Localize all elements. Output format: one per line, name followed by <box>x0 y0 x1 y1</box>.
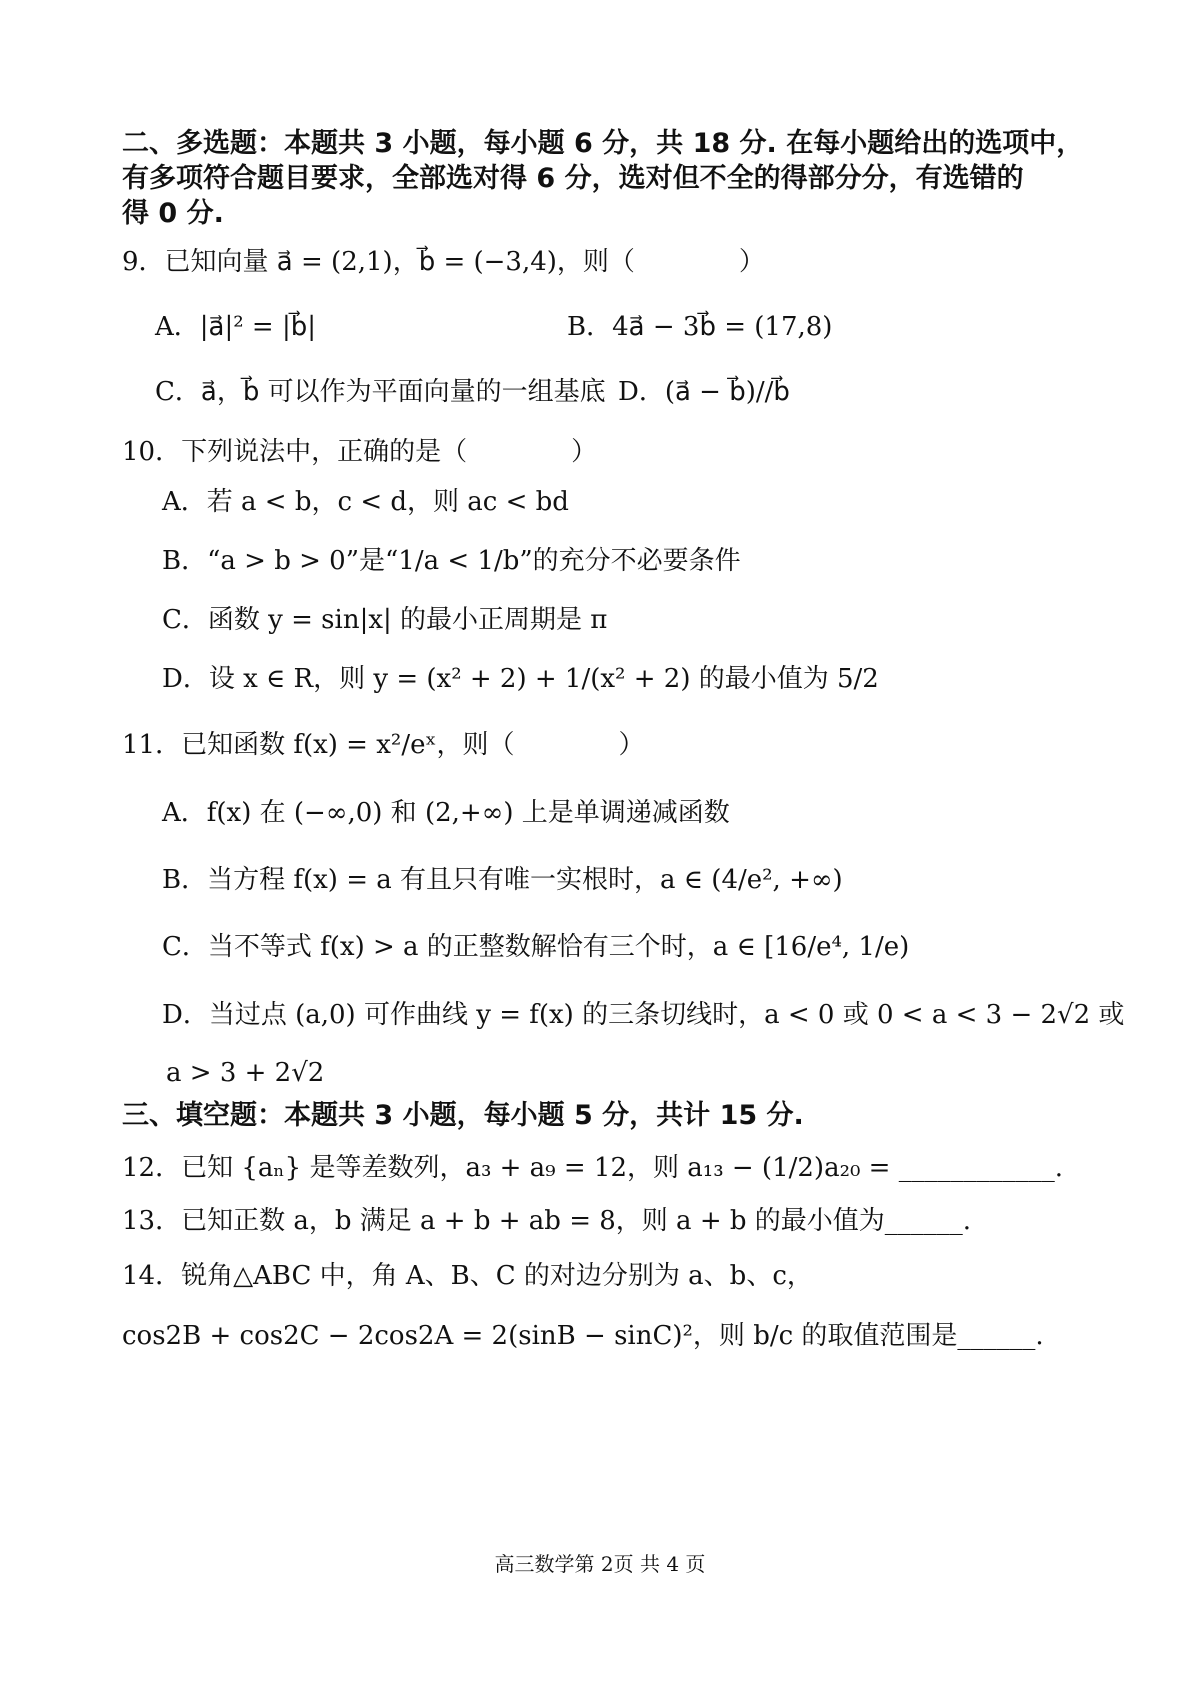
question-13: 13．已知正数 a，b 满足 a + b + ab = 8，则 a + b 的最小值为______. <box>122 1206 972 1236</box>
question-stem: 9．已知向量 a⃗ = (2,1)，b⃗ = (−3,4)，则（ ） <box>122 247 765 277</box>
option-b: B．当方程 f(x) = a 有且只有唯一实根时，a ∈ (4/e², +∞) <box>162 865 843 895</box>
option-a: A．f(x) 在 (−∞,0) 和 (2,+∞) 上是单调递减函数 <box>162 798 730 828</box>
section2-heading-line: 二、多选题：本题共 3 小题，每小题 6 分，共 18 分. 在每小题给出的选项中， <box>122 128 1084 159</box>
section2-heading-line: 有多项符合题目要求，全部选对得 6 分，选对但不全的得部分分，有选错的 <box>122 163 1024 194</box>
section3-heading: 三、填空题：本题共 3 小题，每小题 5 分，共计 15 分. <box>122 1100 804 1131</box>
option-c: C．当不等式 f(x) > a 的正整数解恰有三个时，a ∈ [16/e⁴, 1/e) <box>162 932 910 962</box>
question-stem: 11．已知函数 f(x) = x²/eˣ，则（ ） <box>122 730 645 760</box>
option-b: B．“a > b > 0”是“1/a < 1/b”的充分不必要条件 <box>162 546 741 576</box>
option-d-continuation: a > 3 + 2√2 <box>166 1058 325 1088</box>
section2-heading-line: 得 0 分. <box>122 198 224 229</box>
page-footer: 高三数学第 2页 共 4 页 <box>494 1552 706 1576</box>
question-stem: 10．下列说法中，正确的是（ ） <box>122 437 598 467</box>
option-b: B．4a⃗ − 3b⃗ = (17,8) <box>567 312 833 342</box>
option-c: C．函数 y = sin|x| 的最小正周期是 π <box>162 605 608 635</box>
option-c: C．a⃗，b⃗ 可以作为平面向量的一组基底 <box>155 377 606 407</box>
question-12: 12．已知 {aₙ} 是等差数列，a₃ + a₉ = 12，则 a₁₃ − (1/2)a₂₀ = ____________. <box>122 1153 1063 1183</box>
option-d: D．当过点 (a,0) 可作曲线 y = f(x) 的三条切线时，a < 0 或 0 < a < 3 − 2√2 或 <box>162 1000 1125 1030</box>
option-a: A．|a⃗|² = |b⃗| <box>155 312 316 342</box>
option-d: D．(a⃗ − b⃗)//b⃗ <box>618 377 790 407</box>
option-d: D．设 x ∈ R，则 y = (x² + 2) + 1/(x² + 2) 的最小值为 5/2 <box>162 664 879 694</box>
question-14-line1: 14．锐角△ABC 中，角 A、B、C 的对边分别为 a、b、c， <box>122 1261 813 1291</box>
question-14-line2: cos2B + cos2C − 2cos2A = 2(sinB − sinC)²，则 b/c 的取值范围是______. <box>122 1321 1044 1351</box>
option-a: A．若 a < b，c < d，则 ac < bd <box>162 487 569 517</box>
